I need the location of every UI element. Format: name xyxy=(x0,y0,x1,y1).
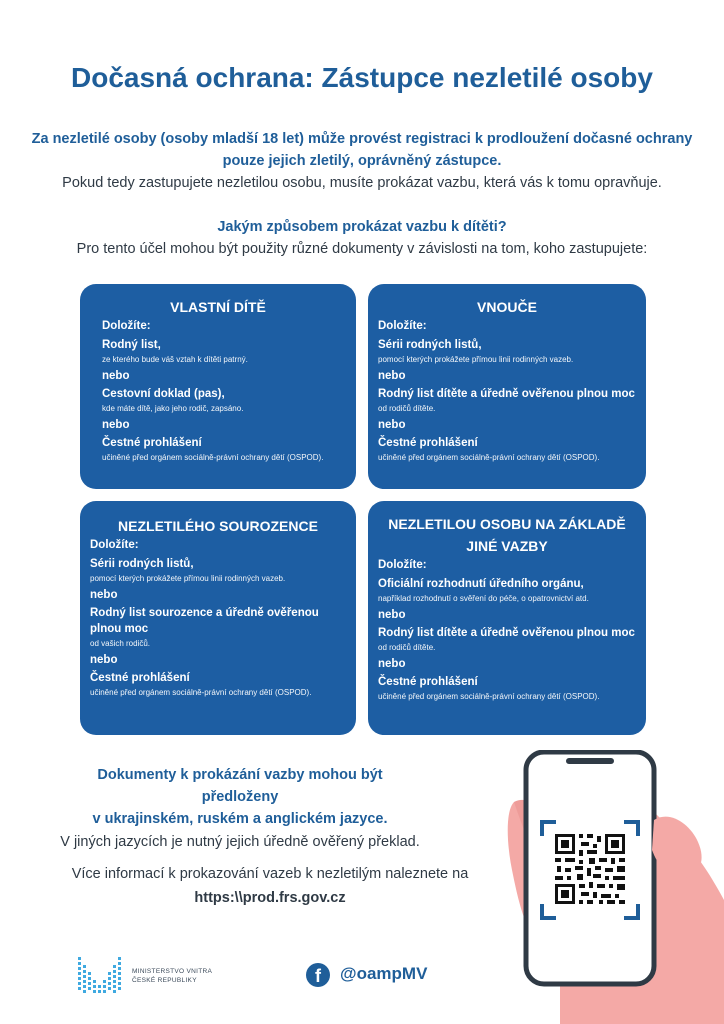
card-title: VLASTNÍ DÍTĚ xyxy=(170,299,266,315)
card-item-note: učiněné před orgánem sociálně-právní ochrany dětí (OSPOD). xyxy=(90,688,312,697)
ministry-logo xyxy=(78,955,218,995)
card-item-note: učiněné před orgánem sociálně-právní ochrany dětí (OSPOD). xyxy=(378,453,600,462)
card-other-relation xyxy=(368,501,646,735)
card-item: Rodný list dítěte a úředně ověřenou plnou moc xyxy=(378,627,635,639)
card-minor-sibling xyxy=(80,501,356,735)
card-or: nebo xyxy=(90,654,118,666)
ministry-logo-text xyxy=(132,967,212,985)
card-provide-label: Doložíte: xyxy=(378,320,427,332)
card-item: Rodný list, xyxy=(102,339,161,351)
card-item: Čestné prohlášení xyxy=(102,437,202,449)
more-info-link[interactable]: https:\\prod.frs.gov.cz xyxy=(194,890,346,906)
card-item-note: například rozhodnutí o svěření do péče, o opatrovnictví atd. xyxy=(378,594,589,603)
card-provide-label: Doložíte: xyxy=(90,539,139,551)
card-item: Rodný list dítěte a úředně ověřenou plnou moc xyxy=(378,388,635,400)
facebook-icon: f xyxy=(306,963,330,987)
card-title: NEZLETILÉHO SOUROZENCE xyxy=(118,518,318,534)
card-title: NEZLETILOU OSOBU NA ZÁKLADĚ JINÉ VAZBY xyxy=(388,516,626,554)
languages-section xyxy=(60,764,420,854)
card-item-note: od vašich rodičů. xyxy=(90,639,151,648)
more-info-section xyxy=(60,862,480,910)
ministry-logo-mark xyxy=(78,955,122,995)
card-grandchild xyxy=(368,284,646,489)
card-item-note: učiněné před orgánem sociálně-právní ochrany dětí (OSPOD). xyxy=(378,692,600,701)
card-or: nebo xyxy=(378,419,406,431)
card-item: Čestné prohlášení xyxy=(90,672,190,684)
card-item: Čestné prohlášení xyxy=(378,676,478,688)
card-item: Čestné prohlášení xyxy=(378,437,478,449)
languages-lead-line1: Dokumenty k prokázání vazby mohou být předloženy xyxy=(97,767,383,805)
card-item-note: pomocí kterých prokážete přímou linii rodinných vazeb. xyxy=(90,574,286,583)
intro-section xyxy=(20,128,704,194)
facebook-handle[interactable]: @oampMV xyxy=(340,964,428,983)
card-or: nebo xyxy=(378,609,406,621)
card-item-note: pomocí kterých prokážete přímou linii rodinných vazeb. xyxy=(378,355,574,364)
card-item-note: ze kterého bude váš vztah k dítěti patrný. xyxy=(102,355,248,364)
ministry-logo-line1: MINISTERSTVO VNITRA xyxy=(132,968,213,975)
card-item-note: od rodičů dítěte. xyxy=(378,404,436,413)
card-provide-label: Doložíte: xyxy=(378,559,427,571)
card-item: Oficiální rozhodnutí úředního orgánu, xyxy=(378,578,584,590)
card-item: Sérii rodných listů, xyxy=(90,558,194,570)
card-or: nebo xyxy=(378,658,406,670)
intro-lead-line2: pouze jejich zletilý, oprávněný zástupce. xyxy=(222,153,502,169)
phone-qr-illustration xyxy=(500,750,724,1024)
qr-code xyxy=(553,832,627,906)
card-item: Rodný list sourozence a úředně ověřenou plnou moc xyxy=(90,607,319,635)
card-provide-label: Doložíte: xyxy=(102,320,151,332)
card-or: nebo xyxy=(90,589,118,601)
card-item-note: kde máte dítě, jako jeho rodič, zapsáno. xyxy=(102,404,244,413)
card-item-note: učiněné před orgánem sociálně-právní ochrany dětí (OSPOD). xyxy=(102,453,324,462)
question-text: Pro tento účel mohou být použity různé dokumenty v závislosti na tom, koho zastupujete: xyxy=(76,241,648,257)
card-item: Cestovní doklad (pas), xyxy=(102,388,225,400)
more-info-text: Více informací k prokazování vazeb k nezletilým naleznete na xyxy=(71,866,469,882)
card-or: nebo xyxy=(378,370,406,382)
question-heading: Jakým způsobem prokázat vazbu k dítěti? xyxy=(217,219,507,235)
languages-lead-line2: v ukrajinském, ruském a anglickém jazyce. xyxy=(92,811,388,827)
intro-lead-line1: Za nezletilé osoby (osoby mladší 18 let) může provést registraci k prodloužení dočasné ochrany xyxy=(31,131,693,147)
question-section xyxy=(20,216,704,260)
card-item-note: od rodičů dítěte. xyxy=(378,643,436,652)
card-title: VNOUČE xyxy=(477,299,537,315)
intro-text: Pokud tedy zastupujete nezletilou osobu, musíte prokázat vazbu, která vás k tomu opravňuje. xyxy=(62,175,662,191)
languages-text: V jiných jazycích je nutný jejich úředně ověřený překlad. xyxy=(60,834,420,850)
card-or: nebo xyxy=(102,370,130,382)
card-own-child xyxy=(80,284,356,489)
page-title: Dočasná ochrana: Zástupce nezletilé osoby xyxy=(71,62,653,93)
ministry-logo-line2: ČESKÉ REPUBLIKY xyxy=(132,977,197,984)
card-or: nebo xyxy=(102,419,130,431)
card-item: Sérii rodných listů, xyxy=(378,339,482,351)
